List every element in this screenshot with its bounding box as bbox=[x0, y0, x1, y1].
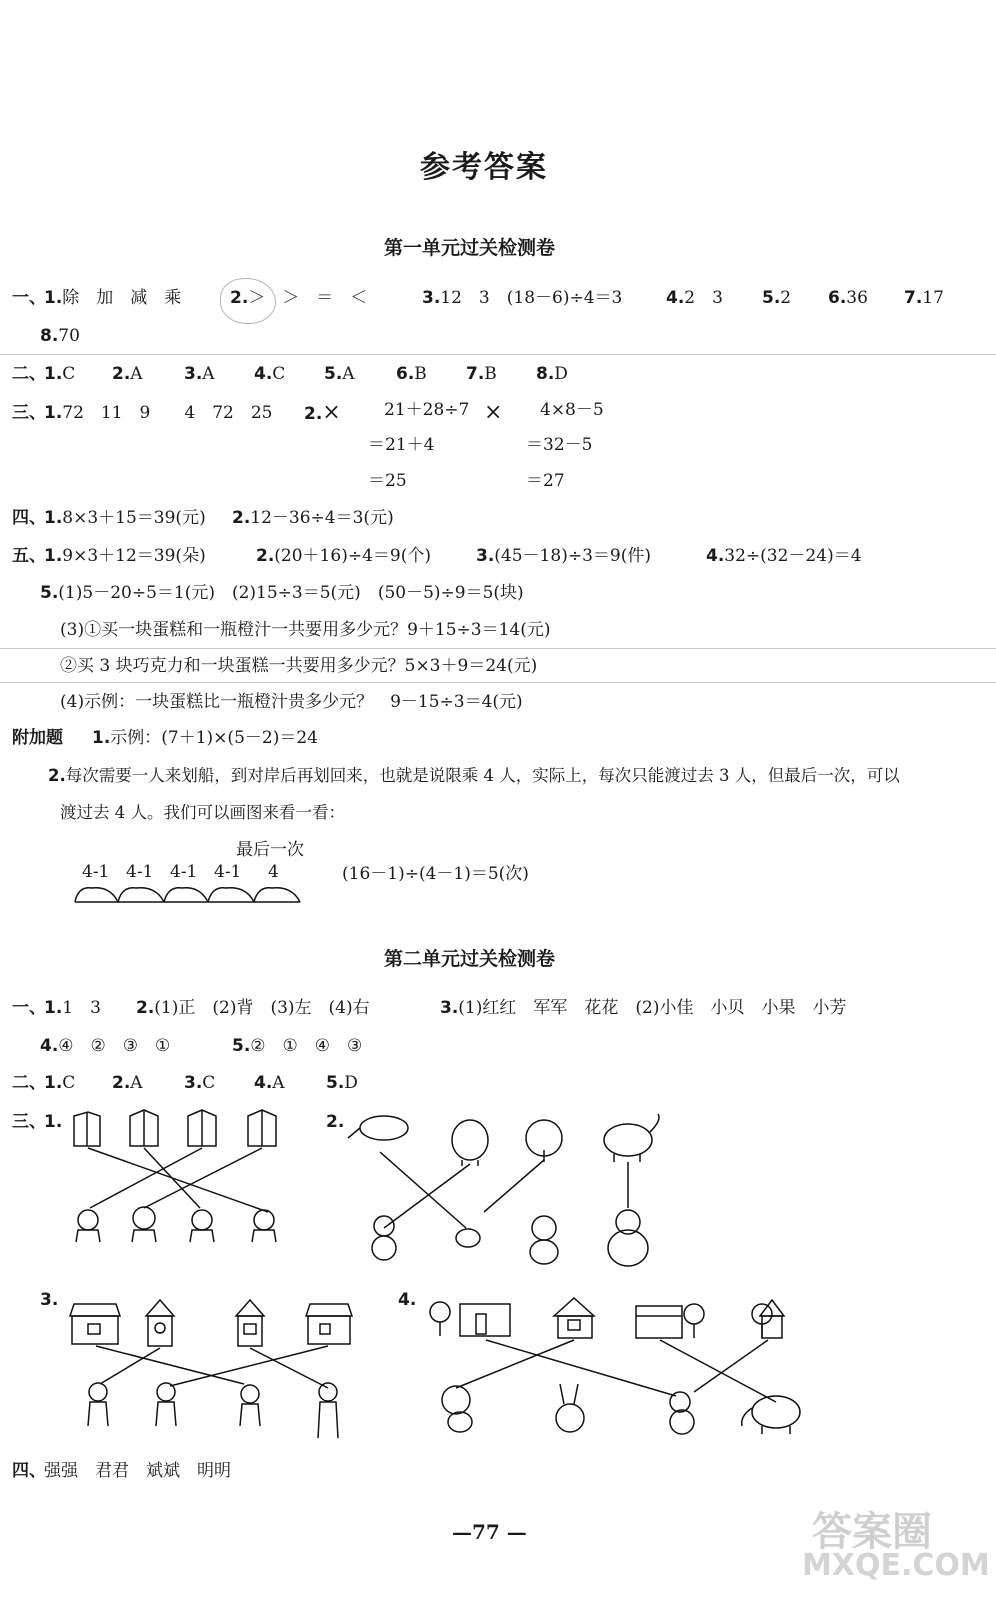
u2-section-four-label: 四、 bbox=[12, 1461, 46, 1481]
rabbit-icon bbox=[556, 1384, 584, 1432]
q-number: 4. bbox=[398, 1290, 417, 1310]
bear-icon bbox=[530, 1216, 558, 1264]
answer-row: 4.A bbox=[254, 1073, 285, 1093]
answer-row: 2.× bbox=[304, 400, 341, 425]
answer-row: 4.32÷(32－24)＝4 bbox=[706, 546, 862, 566]
answer-row: 4.C bbox=[254, 364, 286, 384]
section-four-label: 四、 bbox=[12, 508, 46, 528]
answer-row: 1.1 3 bbox=[44, 998, 101, 1018]
q-number: 3. bbox=[40, 1290, 59, 1310]
answer-row: 6.B bbox=[396, 364, 427, 384]
answer-row: 2.12－36÷4＝3(元) bbox=[232, 508, 394, 528]
monkey-icon bbox=[670, 1392, 694, 1434]
section-one-label: 一、 bbox=[12, 288, 46, 308]
house-icon bbox=[70, 1304, 120, 1344]
diagram-segment-label: 4-1 bbox=[214, 862, 242, 882]
unit1-heading: 第一单元过关检测卷 bbox=[384, 237, 556, 259]
matching-figure-4 bbox=[426, 1292, 806, 1442]
coat-icon bbox=[74, 1112, 100, 1146]
stamp-mark bbox=[220, 278, 276, 324]
elephant-front-icon bbox=[526, 1120, 562, 1162]
u2-section-three-label: 三、 bbox=[12, 1112, 46, 1132]
answer-row: 3.C bbox=[184, 1073, 216, 1093]
answer-row: 2.(20＋16)÷4＝9(个) bbox=[256, 546, 431, 566]
elephant-icon bbox=[742, 1396, 800, 1434]
answer-row: 5.A bbox=[324, 364, 355, 384]
answer-row: 1.9×3＋12＝39(朵) bbox=[44, 546, 206, 566]
child-icon bbox=[156, 1383, 176, 1426]
diagram-segment-label: 4-1 bbox=[170, 862, 198, 882]
answer-row: 2.每次需要一人来划船，到对岸后再划回来，也就是说限乘 4 人，实际上，每次只能渡过去 3 人，但最后一次，可以 bbox=[48, 766, 900, 785]
u2-section-two-label: 二、 bbox=[12, 1073, 46, 1093]
answer-row: 3.(1)红红 军军 花花 (2)小佳 小贝 小果 小芳 bbox=[440, 998, 847, 1018]
section-two-label: 二、 bbox=[12, 364, 46, 384]
answer-row: 3.12 3 (18－6)÷4＝3 bbox=[422, 288, 623, 308]
answer-row: 2.＞ ＞ ＝ ＜ bbox=[230, 288, 368, 308]
answer-row: 强强 君君 斌斌 明明 bbox=[44, 1461, 231, 1481]
child-icon bbox=[240, 1385, 260, 1426]
calc-line: ＝21＋4 bbox=[368, 435, 435, 455]
section-five-label: 五、 bbox=[12, 546, 46, 566]
child-icon bbox=[252, 1210, 276, 1242]
answer-row: 4.④ ② ③ ① bbox=[40, 1036, 171, 1056]
answer-line: 渡过去 4 人。我们可以画图来看一看： bbox=[60, 803, 345, 822]
answer-row: 7.17 bbox=[904, 288, 944, 308]
house-icon bbox=[146, 1300, 174, 1346]
q-number: 1. bbox=[44, 1112, 63, 1132]
child-icon bbox=[132, 1207, 156, 1242]
child-icon bbox=[88, 1383, 108, 1426]
answer-line: (3)①买一块蛋糕和一瓶橙汁一共要用多少元？9＋15÷3＝14(元) bbox=[60, 620, 551, 640]
bird-icon bbox=[456, 1229, 480, 1247]
child-icon bbox=[76, 1210, 100, 1242]
answer-row: 5.(1)5－20÷5＝1(元) (2)15÷3＝5(元) (50－5)÷9＝5(块) bbox=[40, 583, 524, 603]
answer-row: 1.示例：(7＋1)×(5－2)＝24 bbox=[92, 728, 318, 748]
lion-icon bbox=[442, 1386, 472, 1432]
house-icon bbox=[636, 1306, 682, 1338]
answer-row: 1.C bbox=[44, 364, 76, 384]
page-title: 参考答案 bbox=[420, 150, 548, 185]
section-three-label: 三、 bbox=[12, 403, 46, 423]
house-icon bbox=[236, 1300, 264, 1346]
answer-row: 5.2 bbox=[762, 288, 792, 308]
answer-row: 5.② ① ④ ③ bbox=[232, 1036, 363, 1056]
answer-row: 6.36 bbox=[828, 288, 868, 308]
answer-row: 4.2 3 bbox=[666, 288, 723, 308]
cross-mark: × bbox=[484, 400, 503, 425]
calc-line: ＝25 bbox=[368, 471, 407, 491]
answer-row: 5.D bbox=[326, 1073, 358, 1093]
answer-row: 3.(45－18)÷3＝9(件) bbox=[476, 546, 651, 566]
diagram-segment-label: 4 bbox=[268, 862, 279, 882]
diagram-top-label: 最后一次 bbox=[236, 840, 304, 860]
u2-section-one-label: 一、 bbox=[12, 998, 46, 1018]
answer-row: 1.除 加 减 乘 bbox=[44, 288, 182, 308]
watermark-url: MXQE.COM bbox=[802, 1548, 990, 1583]
tree-icon bbox=[684, 1304, 704, 1338]
house-icon bbox=[460, 1304, 510, 1336]
answer-row: 1.8×3＋15＝39(元) bbox=[44, 508, 206, 528]
child-icon bbox=[318, 1383, 338, 1438]
calc-line: 21＋28÷7 bbox=[384, 400, 470, 420]
answer-row: 8.D bbox=[536, 364, 568, 384]
answer-row: 7.B bbox=[466, 364, 497, 384]
answer-row: 3.A bbox=[184, 364, 215, 384]
answer-row: 2.A bbox=[112, 364, 143, 384]
matching-figure-1 bbox=[60, 1108, 300, 1248]
q-number: 2. bbox=[326, 1112, 345, 1132]
diagram-formula: (16－1)÷(4－1)＝5(次) bbox=[342, 864, 529, 884]
answer-row: 1.C bbox=[44, 1073, 76, 1093]
answer-row: 1.72 11 9 4 72 25 bbox=[44, 403, 273, 423]
ferry-brace-diagram bbox=[70, 876, 310, 908]
tree-icon bbox=[430, 1302, 450, 1336]
matching-figure-2 bbox=[344, 1110, 674, 1270]
child-icon bbox=[190, 1210, 214, 1242]
house-icon bbox=[554, 1298, 594, 1338]
answer-line: (4)示例：一块蛋糕比一瓶橙汁贵多少元？ 9－15÷3＝4(元) bbox=[60, 692, 523, 712]
coat-icon bbox=[188, 1110, 216, 1146]
calc-line: ＝32－5 bbox=[526, 435, 593, 455]
coat-icon bbox=[248, 1110, 276, 1146]
watermark-logo: 答案圈 bbox=[812, 1509, 932, 1555]
elephant-sitting-icon bbox=[608, 1210, 648, 1266]
fish-icon bbox=[348, 1116, 408, 1140]
matching-figure-3 bbox=[60, 1296, 370, 1446]
house-icon bbox=[760, 1300, 784, 1338]
unit2-heading: 第二单元过关检测卷 bbox=[384, 948, 556, 970]
bonus-label: 附加题 bbox=[12, 728, 63, 748]
elephant-back-icon bbox=[452, 1120, 488, 1166]
page-number: —77 — bbox=[452, 1520, 527, 1544]
house-icon bbox=[306, 1304, 352, 1344]
answer-row: 2.A bbox=[112, 1073, 143, 1093]
answer-line: ②买 3 块巧克力和一块蛋糕一共要用多少元？5×3＋9＝24(元) bbox=[60, 656, 538, 676]
diagram-segment-label: 4-1 bbox=[126, 862, 154, 882]
calc-line: 4×8－5 bbox=[540, 400, 604, 420]
calc-line: ＝27 bbox=[526, 471, 565, 491]
diagram-segment-label: 4-1 bbox=[82, 862, 110, 882]
elephant-side-icon bbox=[604, 1114, 659, 1162]
answer-row: 8.70 bbox=[40, 326, 80, 346]
coat-icon bbox=[130, 1110, 158, 1146]
answer-row: 2.(1)正 (2)背 (3)左 (4)右 bbox=[136, 998, 370, 1018]
